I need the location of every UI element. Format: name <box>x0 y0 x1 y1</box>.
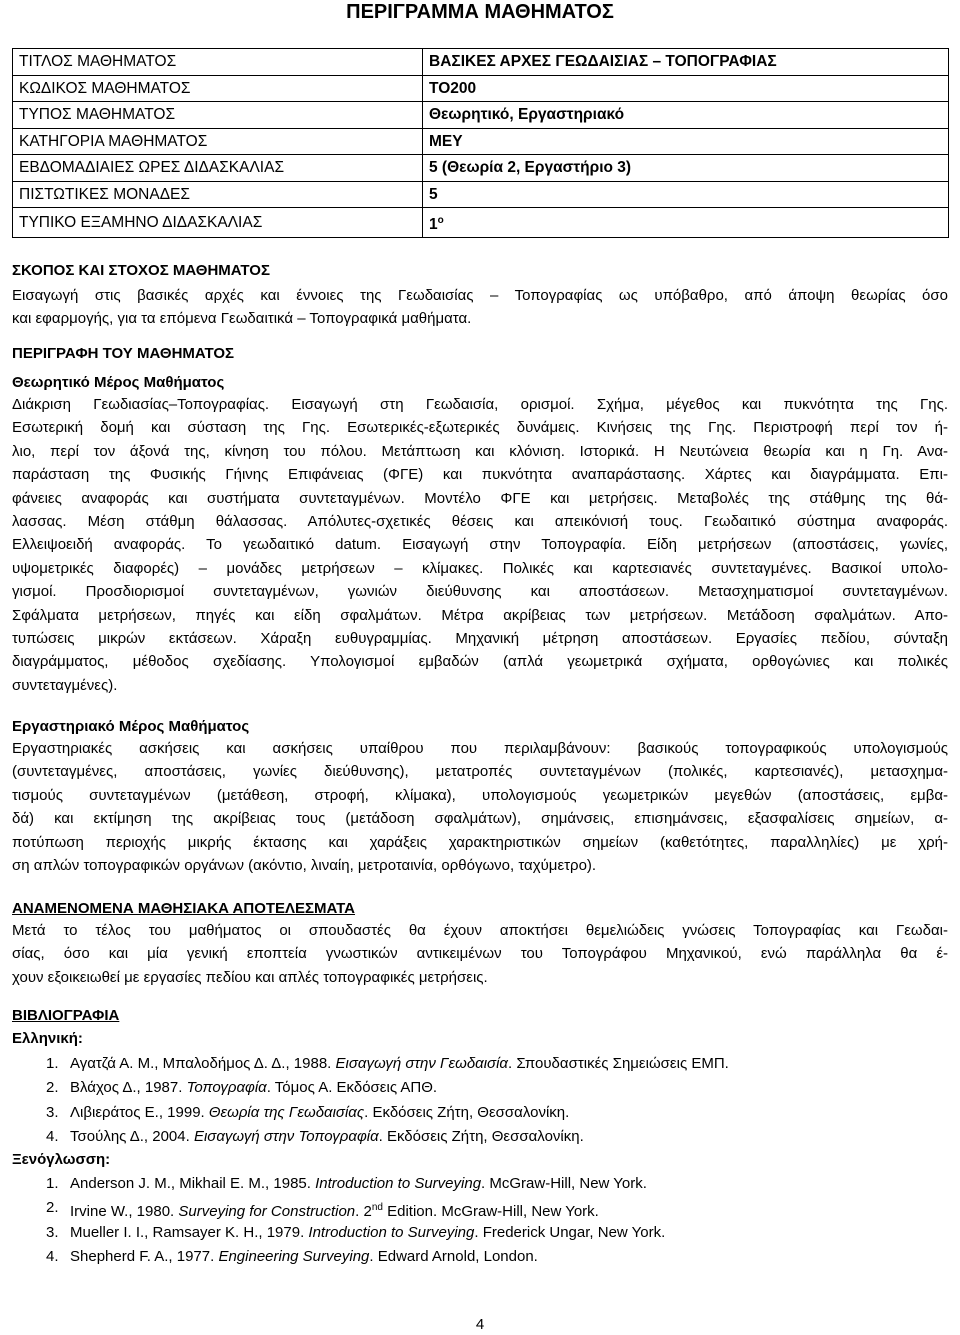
reference-authors: Irvine W., 1980. <box>70 1203 179 1221</box>
item-number: 2. <box>46 1079 59 1097</box>
reference-text <box>70 1172 647 1196</box>
reference-authors: Shepherd F. A., 1977. <box>70 1248 219 1266</box>
course-info-table <box>12 48 949 238</box>
reference-authors: Βλάχος Δ., 1987. <box>70 1079 187 1097</box>
reference-work: Εισαγωγή στην Γεωδαισία <box>335 1055 508 1072</box>
reference-publisher: . Εκδόσεις Ζήτη, Θεσσαλονίκη. <box>364 1103 570 1121</box>
reference-text <box>70 1101 569 1125</box>
reference-work: Θεωρία της Γεωδαισίας <box>208 1103 365 1121</box>
text-line: τισμούς συντεταγμένων (μετάθεση, στροφή, κλίμακα), υπολογισμούς γεωμετρικών μεγεθών (αποστάσεις, εμβα- <box>12 786 948 804</box>
reference-publisher: . Τόμος Α. Εκδόσεις ΑΠΘ. <box>266 1079 438 1097</box>
text-line: σίας, όσο και μία γενική εποπτεία γνωστικών αντικειμένων του Τοπογράφου Μηχανικού, ενώ παράλληλα θα έ- <box>12 945 948 963</box>
reference-text <box>70 1076 437 1100</box>
text-line: διαγράμματος, μέθοδος σχεδίασης. Υπολογισμοί εμβαδών (απλά γεωμετρικά σχήματα, ορθογώνιες και πολικές <box>12 653 948 671</box>
reference-edition: . 2 <box>355 1203 372 1221</box>
reference-text <box>70 1245 538 1269</box>
course-type-label: ΤΥΠΟΣ ΜΑΘΗΜΑΤΟΣ <box>13 102 423 129</box>
item-number: 3. <box>46 1223 59 1241</box>
item-number: 3. <box>46 1103 59 1121</box>
reference-publisher: . Εκδόσεις Ζήτη, Θεσσαλονίκη. <box>378 1128 584 1146</box>
reference-publisher: . Σπουδαστικές Σημειώσεις ΕΜΠ. <box>507 1055 729 1072</box>
table-row <box>13 208 949 238</box>
text-line: χουν εξοικειωθεί με εργασίες πεδίου και απλές τοπογραφικές μετρήσεις. <box>12 968 488 986</box>
reference-work: Τοπογραφία <box>186 1079 267 1097</box>
item-number: 4. <box>46 1128 59 1146</box>
lab-heading: Εργαστηριακό Μέρος Μαθήματος <box>12 718 250 735</box>
reference-publisher: . McGraw-Hill, New York. <box>481 1175 647 1192</box>
category-label: ΚΑΤΗΓΟΡΙΑ ΜΑΘΗΜΑΤΟΣ <box>13 128 423 155</box>
list-item <box>46 1101 926 1125</box>
reference-work: Introduction to Surveying <box>308 1223 475 1241</box>
text-line: Εσωτερική δομή και σύσταση της Γης. Εσωτερικές-εξωτερικές δυνάμεις. Κινήσεις της Γης. Περιστροφή περί τον ή- <box>12 419 948 437</box>
reference-authors: Λιβιεράτος Ε., 1999. <box>70 1103 209 1121</box>
category-value: ΜΕΥ <box>423 128 949 155</box>
outcomes-heading: ΑΝΑΜΕΝΟΜΕΝΑ ΜΑΘΗΣΙΑΚΑ ΑΠΟΤΕΛΕΣΜΑΤΑ <box>12 900 356 917</box>
outcomes-text <box>12 919 948 989</box>
foreign-bibliography-list <box>46 1172 926 1270</box>
item-number: 2. <box>46 1199 59 1217</box>
lab-text <box>12 737 948 877</box>
text-line: Εισαγωγή στις βασικές αρχές και έννοιες της Γεωδαισίας – Τοπογραφίας ως υπόβαθρο, από άποψη θεωρίας όσο <box>12 287 948 304</box>
table-row <box>13 75 949 102</box>
text-line: συντεταγμένες). <box>12 676 118 694</box>
semester-label: ΤΥΠΙΚΟ ΕΞΑΜΗΝΟ ΔΙΔΑΣΚΑΛΙΑΣ <box>13 208 423 238</box>
item-number: 1. <box>46 1175 59 1192</box>
text-line: και εφαρμογής, για τα επόμενα Γεωδαιτικά – Τοπογραφικά μαθήματα. <box>12 310 472 328</box>
reference-authors: Τσούλης Δ., 2004. <box>70 1128 194 1146</box>
page-number: 4 <box>475 1316 485 1333</box>
bibliography-heading: ΒΙΒΛΙΟΓΡΑΦΙΑ <box>12 1007 120 1024</box>
edition-ordinal: nd <box>371 1202 383 1214</box>
course-title-value: ΒΑΣΙΚΕΣ ΑΡΧΕΣ ΓΕΩΔΑΙΣΙΑΣ – ΤΟΠΟΓΡΑΦΙΑΣ <box>423 49 949 76</box>
text-line: λασσας. Μέση στάθμη θάλασσας. Απόλυτες-σχετικές θέσεις και απεικόνισή τους. Γεωδαιτικό σύστημα αναφοράς. <box>12 512 948 530</box>
text-line: υψομετρικές διαφορές) – μονάδες μετρήσεων – κλίμακες. Πολικές και καρτεσιανές συντεταγμένες. Βασικοί υπολο- <box>12 559 948 577</box>
list-item <box>46 1052 926 1076</box>
text-line: Σφάλματα μετρήσεων, πηγές και είδη σφαλμάτων. Μέτρα ακρίβειας των μετρήσεων. Μετάδοση σφαλμάτων. Απο- <box>12 606 948 624</box>
table-row <box>13 128 949 155</box>
list-item <box>46 1172 926 1196</box>
theory-heading: Θεωρητικό Μέρος Μαθήματος <box>12 374 225 391</box>
text-line: δά) και εκτίμηση της ακρίβειας τους (μετάδοση σφαλμάτων), σημάνσεις, επισημάνσεις, εξασφαλίσεις σημείων, α- <box>12 810 948 828</box>
semester-ordinal: ο <box>437 215 444 226</box>
list-item <box>46 1076 926 1100</box>
table-row <box>13 102 949 129</box>
list-item <box>46 1125 926 1149</box>
reference-publisher: . Frederick Ungar, New York. <box>474 1223 666 1241</box>
reference-authors: Αγατζά Α. Μ., Μπαλοδήμος Δ. Δ., 1988. <box>70 1055 336 1072</box>
reference-text <box>70 1052 729 1076</box>
reference-text <box>70 1221 665 1245</box>
course-code-label: ΚΩΔΙΚΟΣ ΜΑΘΗΜΑΤΟΣ <box>13 75 423 102</box>
table-row <box>13 49 949 76</box>
item-number: 4. <box>46 1248 59 1266</box>
text-line: Διάκριση Γεωδιασίας–Τοπογραφίας. Εισαγωγή στη Γεωδαισία, ορισμοί. Σχήμα, μέγεθος και πυκνότητα της Γης. <box>12 396 948 413</box>
item-number: 1. <box>46 1055 59 1072</box>
reference-authors: Mueller I. I., Ramsayer K. H., 1979. <box>70 1223 309 1241</box>
purpose-text <box>12 284 948 331</box>
greek-bibliography-list <box>46 1052 926 1150</box>
text-line: παράσταση της Φυσικής Γήινης Επιφάνειας (ΦΓΕ) και πυκνότητα αναπαράστασης. Χάρτες και διαγράμματα. Επι- <box>12 466 948 484</box>
table-row <box>13 155 949 182</box>
foreign-bibliography-heading: Ξενόγλωσση: <box>12 1151 111 1168</box>
description-heading: ΠΕΡΙΓΡΑΦΗ ΤΟΥ ΜΑΘΗΜΑΤΟΣ <box>12 345 235 362</box>
text-line: τυπώσεις μικρών εκτάσεων. Χάραξη ευθυγραμμίας. Μηχανική μέτρηση αποστάσεων. Εργασίες πεδίου, σύνταξη <box>12 629 948 647</box>
reference-authors: Anderson J. M., Mikhail E. M., 1985. <box>70 1175 316 1192</box>
course-code-value: ΤΟ200 <box>423 75 949 102</box>
text-line: (συντεταγμένες, αποστάσεις, γωνίες διεύθυνσης), μετατροπές συντεταγμένων (πολικές, καρτεσιανές), μετασχημα- <box>12 763 948 781</box>
list-item <box>46 1196 926 1220</box>
text-line: Ελλειψοειδή αναφοράς. Το γεωδαιτικό datum. Εισαγωγή στην Τοπογραφία. Είδη μετρήσεων (αποστάσεις, γωνίες, <box>12 536 948 554</box>
weekly-hours-label: ΕΒΔΟΜΑΔΙΑΙΕΣ ΩΡΕΣ ΔΙΔΑΣΚΑΛΙΑΣ <box>13 155 423 182</box>
credits-value: 5 <box>423 181 949 208</box>
text-line: λιο, περί τον άξονά της, κίνηση του πόλου. Μετάπτωση και κλόνιση. Ιστορικά. Η Νευτώνεια θεωρία και η Γη. Ανα- <box>12 442 948 460</box>
reference-work: Εισαγωγή στην Τοπογραφία <box>193 1128 379 1146</box>
page-title: ΠΕΡΙΓΡΑΜΜΑ ΜΑΘΗΜΑΤΟΣ <box>346 1 614 23</box>
reference-publisher: . Edward Arnold, London. <box>369 1248 538 1266</box>
text-line: ση απλών τοπογραφικών οργάνων (ακόντιο, λιναίη, μετροταινία, ορθόγωνο, ταχύμετρο). <box>12 856 597 874</box>
text-line: ποτύπωση περιοχής μικρής έκτασης και χαράξεις χαρακτηριστικών σημείων (καθετότητες, παραλληλίες) με χρή- <box>12 833 948 851</box>
text-line: Μετά το τέλος του μαθήματος οι σπουδαστές θα έχουν αποκτήσει θεμελιώδεις γνώσεις Τοπογραφίας και Γεωδαι- <box>12 922 948 939</box>
course-title-label: ΤΙΤΛΟΣ ΜΑΘΗΜΑΤΟΣ <box>13 49 423 76</box>
text-line: Εργαστηριακές ασκήσεις και ασκήσεις υπαίθρου που περιλαμβάνουν: βασικούς τοπογραφικούς υπολογισμούς <box>12 740 948 757</box>
weekly-hours-value: 5 (Θεωρία 2, Εργαστήριο 3) <box>423 155 949 182</box>
text-line: φάνειες αναφοράς και συστήματα συντεταγμένων. Μοντέλο ΦΓΕ και μετρήσεις. Μεταβολές της στάθμης της θά- <box>12 489 948 507</box>
credits-label: ΠΙΣΤΩΤΙΚΕΣ ΜΟΝΑΔΕΣ <box>13 181 423 208</box>
list-item <box>46 1245 926 1269</box>
reference-work: Engineering Surveying <box>218 1248 370 1266</box>
theory-text <box>12 393 948 697</box>
table-row <box>13 181 949 208</box>
reference-publisher: Edition. McGraw-Hill, New York. <box>382 1203 599 1221</box>
reference-work: Introduction to Surveying <box>315 1175 482 1192</box>
course-type-value: Θεωρητικό, Εργαστηριακό <box>423 102 949 129</box>
semester-number: 1 <box>429 216 438 234</box>
greek-bibliography-heading: Ελληνική: <box>12 1030 83 1047</box>
reference-work: Surveying for Construction <box>178 1203 356 1221</box>
reference-text <box>70 1125 584 1149</box>
list-item <box>46 1221 926 1245</box>
semester-value <box>423 208 949 238</box>
purpose-heading: ΣΚΟΠΟΣ ΚΑΙ ΣΤΟΧΟΣ ΜΑΘΗΜΑΤΟΣ <box>12 262 270 279</box>
text-line: γισμοί. Προσδιορισμοί συντεταγμένων, γωνιών διεύθυνσης και αποστάσεων. Μετασχηματισμοί συντεταγμένων. <box>12 583 948 601</box>
